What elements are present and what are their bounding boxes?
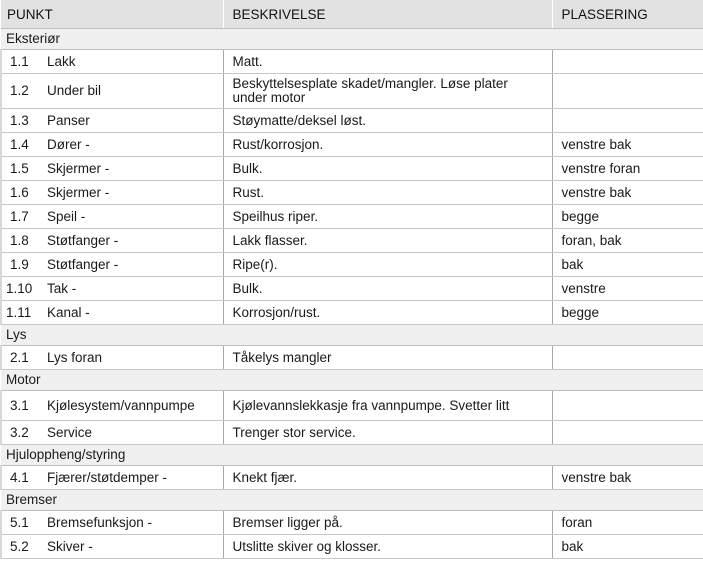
table-row: [1, 74, 703, 109]
item-location: venstre bak: [552, 466, 703, 490]
table-row: [1, 109, 703, 133]
item-number: 1.9: [1, 253, 45, 277]
table-row: [1, 50, 703, 74]
item-description: Beskyttelsesplate skadet/mangler. Løse plater under motor: [223, 74, 552, 109]
item-description: Bremser ligger på.: [223, 511, 552, 535]
item-description: Speilhus riper.: [223, 205, 552, 229]
item-name: Lys foran: [45, 346, 223, 370]
section-row: [1, 325, 703, 346]
item-number: 1.11: [1, 301, 45, 325]
item-number: 1.4: [1, 133, 45, 157]
item-name: Service: [45, 421, 223, 445]
item-description: Trenger stor service.: [223, 421, 552, 445]
table-row: [1, 181, 703, 205]
table-body: [1, 29, 703, 559]
section-row: [1, 445, 703, 466]
item-name: Kjølesystem/vannpumpe: [45, 391, 223, 421]
item-description: Bulk.: [223, 157, 552, 181]
item-location: begge: [552, 205, 703, 229]
item-location: foran: [552, 511, 703, 535]
item-description: Matt.: [223, 50, 552, 74]
item-number: 3.1: [1, 391, 45, 421]
item-number: 1.6: [1, 181, 45, 205]
table-row: [1, 277, 703, 301]
table-row: [1, 253, 703, 277]
item-number: 1.1: [1, 50, 45, 74]
section-row: [1, 29, 703, 50]
item-number: 1.10: [1, 277, 45, 301]
item-description: Korrosjon/rust.: [223, 301, 552, 325]
item-description: Rust.: [223, 181, 552, 205]
item-name: Speil -: [45, 205, 223, 229]
header-beskrivelse: BESKRIVELSE: [223, 0, 552, 29]
table-row: [1, 346, 703, 370]
item-location: [552, 74, 703, 109]
item-name: Kanal -: [45, 301, 223, 325]
item-number: 1.3: [1, 109, 45, 133]
table-row: [1, 301, 703, 325]
item-location: venstre foran: [552, 157, 703, 181]
section-title: Lys: [1, 325, 703, 346]
item-description: Ripe(r).: [223, 253, 552, 277]
item-name: Skjermer -: [45, 157, 223, 181]
item-location: [552, 346, 703, 370]
item-description: Bulk.: [223, 277, 552, 301]
item-name: Under bil: [45, 74, 223, 109]
item-name: Lakk: [45, 50, 223, 74]
item-number: 5.2: [1, 535, 45, 559]
item-location: [552, 50, 703, 74]
header-plassering: PLASSERING: [552, 0, 703, 29]
item-description: Knekt fjær.: [223, 466, 552, 490]
item-location: [552, 109, 703, 133]
item-description: Kjølevannslekkasje fra vannpumpe. Svetter litt: [223, 391, 552, 421]
section-title: Bremser: [1, 490, 703, 511]
item-number: 4.1: [1, 466, 45, 490]
item-name: Bremsefunksjon -: [45, 511, 223, 535]
item-number: 1.8: [1, 229, 45, 253]
section-row: [1, 370, 703, 391]
table-row: [1, 229, 703, 253]
item-name: Skjermer -: [45, 181, 223, 205]
item-number: 2.1: [1, 346, 45, 370]
item-number: 1.2: [1, 74, 45, 109]
item-number: 1.5: [1, 157, 45, 181]
item-name: Fjærer/støtdemper -: [45, 466, 223, 490]
table-row: [1, 535, 703, 559]
section-title: Eksteriør: [1, 29, 703, 50]
item-name: Tak -: [45, 277, 223, 301]
item-location: foran, bak: [552, 229, 703, 253]
item-location: bak: [552, 253, 703, 277]
table-row: [1, 421, 703, 445]
item-location: venstre: [552, 277, 703, 301]
item-name: Støtfanger -: [45, 229, 223, 253]
item-description: Lakk flasser.: [223, 229, 552, 253]
item-location: venstre bak: [552, 181, 703, 205]
item-description: Tåkelys mangler: [223, 346, 552, 370]
item-name: Panser: [45, 109, 223, 133]
section-row: [1, 490, 703, 511]
table-row: [1, 466, 703, 490]
item-number: 3.2: [1, 421, 45, 445]
item-number: 1.7: [1, 205, 45, 229]
item-description: Utslitte skiver og klosser.: [223, 535, 552, 559]
item-name: Dører -: [45, 133, 223, 157]
item-name: Skiver -: [45, 535, 223, 559]
table-header-row: [1, 0, 703, 29]
table-row: [1, 133, 703, 157]
table-row: [1, 205, 703, 229]
item-name: Støtfanger -: [45, 253, 223, 277]
item-location: venstre bak: [552, 133, 703, 157]
table-row: [1, 511, 703, 535]
item-description: Rust/korrosjon.: [223, 133, 552, 157]
item-location: [552, 421, 703, 445]
item-location: [552, 391, 703, 421]
item-location: begge: [552, 301, 703, 325]
section-title: Motor: [1, 370, 703, 391]
table-row: [1, 391, 703, 421]
item-description: Støymatte/deksel løst.: [223, 109, 552, 133]
table-row: [1, 157, 703, 181]
header-punkt: PUNKT: [1, 0, 223, 29]
section-title: Hjuloppheng/styring: [1, 445, 703, 466]
item-location: bak: [552, 535, 703, 559]
item-number: 5.1: [1, 511, 45, 535]
